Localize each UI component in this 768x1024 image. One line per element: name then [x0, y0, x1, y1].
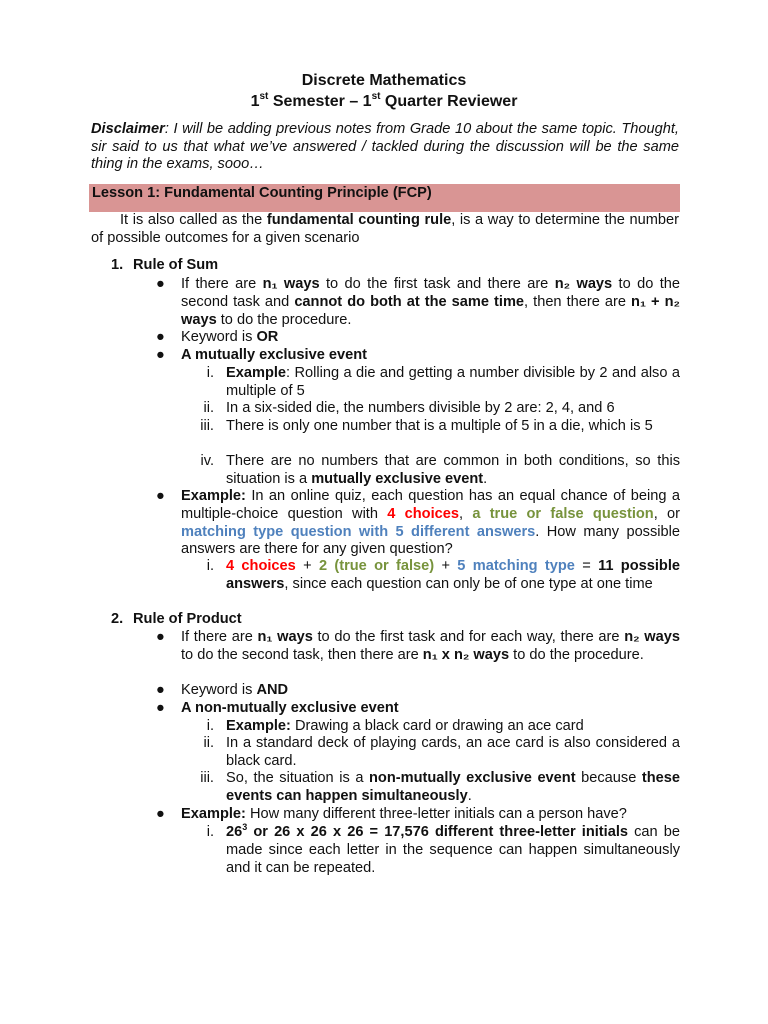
- text-run: fundamental counting rule: [266, 212, 452, 228]
- text-run: to do the first task and there are: [319, 276, 555, 292]
- text-run: Example:: [181, 806, 246, 822]
- text-run: .: [483, 470, 488, 487]
- list-item-text: In a standard deck of playing cards, an ace card is also considered a black card.: [226, 735, 680, 769]
- text-run: +: [434, 558, 458, 574]
- text-run: , or: [653, 505, 681, 522]
- text-run: If there are: [181, 276, 263, 292]
- list-number: ii.: [203, 400, 214, 416]
- text-run: 3: [242, 822, 248, 833]
- text-run: cannot do both at the same time: [294, 293, 525, 310]
- text-run: In an online quiz, each question has an equal chance of being a multiple-choice question with: [181, 488, 680, 522]
- text-run: n₁ ways: [257, 629, 313, 645]
- text-run: . How many possible answers are there for any given question?: [181, 523, 680, 558]
- list-number: i.: [206, 365, 214, 381]
- text-run: n₁ ways: [262, 276, 320, 292]
- text-run: to do the second task and: [181, 276, 680, 310]
- list-item-text: [226, 770, 680, 806]
- text-run: 11 possible answers: [226, 558, 681, 592]
- text-run: It is also called as the: [120, 212, 267, 228]
- text-run: Drawing a black card or drawing an ace card: [290, 718, 584, 734]
- list-item-text: There is only one number that is a multiple of 5 in a die, which is 5: [226, 418, 653, 434]
- list-item-text: [181, 806, 680, 824]
- text-run: a true or false question: [472, 505, 654, 522]
- text-run: 5 matching type: [457, 558, 575, 574]
- list-item-text: [181, 329, 680, 347]
- text-run: to do the second task, then there are: [181, 646, 423, 663]
- text-run: AND: [256, 682, 289, 698]
- bullet-icon: ●: [156, 347, 165, 363]
- text-run: can be made since each letter in the sequence can happen simultaneously and it can be repeated.: [226, 824, 681, 876]
- bullet-icon: ●: [156, 700, 165, 716]
- text-run: n₂ ways: [554, 276, 613, 292]
- list-number: iii.: [200, 770, 214, 786]
- text-run: Example: [226, 365, 287, 381]
- text-run: 4 choices: [387, 505, 459, 522]
- section-number: 2.: [111, 611, 124, 627]
- subtitle-sup: st: [259, 90, 269, 102]
- text-run: mutually exclusive event: [311, 470, 484, 487]
- text-run: ,: [458, 505, 473, 522]
- section-number: 1.: [111, 257, 124, 273]
- intro-paragraph: [91, 212, 679, 248]
- text-run: n₂ ways: [624, 629, 680, 645]
- text-run: to do the procedure.: [509, 646, 644, 663]
- lesson-heading: Lesson 1: Fundamental Counting Principle (FCP): [89, 184, 680, 212]
- text-run: to do the procedure.: [216, 311, 352, 328]
- list-item-text: [226, 558, 680, 594]
- section-title: Rule of Product: [133, 611, 242, 627]
- subtitle-part: 1: [250, 93, 260, 110]
- text-run: because: [575, 770, 642, 786]
- text-run: How many different three-letter initials can a person have?: [245, 806, 627, 822]
- bullet-icon: ●: [156, 682, 165, 698]
- list-item-text: [226, 453, 680, 489]
- list-item-text: [226, 718, 680, 736]
- text-run: 26: [226, 824, 243, 840]
- list-item-text: In a six-sided die, the numbers divisible by 2 are: 2, 4, and 6: [226, 400, 615, 416]
- list-item-text: [226, 365, 680, 401]
- text-run: matching type question with 5 different answers: [181, 523, 536, 540]
- list-item-text: [181, 276, 680, 329]
- list-number: i.: [206, 824, 214, 840]
- text-run: non-mutually exclusive event: [369, 770, 576, 786]
- list-item-text: [181, 488, 680, 559]
- text-run: There are no numbers that are common in both conditions, so this situation is a: [226, 453, 680, 487]
- text-run: .: [467, 787, 472, 804]
- bullet-icon: ●: [156, 806, 165, 822]
- text-run: n₁ + n₂ ways: [181, 293, 681, 328]
- section-heading-rule-of-product: [111, 611, 242, 629]
- text-run: : Rolling a die and getting a number divisible by 2 and also a multiple of 5: [226, 365, 680, 399]
- disclaimer-label: Disclaimer: [91, 121, 165, 137]
- text-run: , then there are: [524, 293, 632, 310]
- subtitle-sup: st: [371, 90, 381, 102]
- text-run: Keyword is: [181, 682, 257, 698]
- text-run: to do the first task and for each way, there are: [312, 629, 625, 645]
- text-run: If there are: [181, 629, 258, 645]
- text-run: Example:: [226, 718, 291, 734]
- list-number: iv.: [200, 453, 214, 469]
- text-run: 4 choices: [226, 558, 296, 574]
- bullet-icon: ●: [156, 329, 165, 345]
- text-run: n₁ x n₂ ways: [422, 646, 510, 663]
- text-run: these events can happen simultaneously: [226, 770, 680, 804]
- page-subtitle: [0, 92, 768, 112]
- list-number: i.: [206, 718, 214, 734]
- text-run: or 26 x 26 x 26 = 17,576 different three-letter initials: [247, 824, 629, 840]
- list-item-text: [181, 682, 680, 700]
- bullet-icon: ●: [156, 488, 165, 504]
- text-run: 2 (true or false): [318, 558, 435, 574]
- list-item-text: A mutually exclusive event: [181, 347, 368, 363]
- bullet-icon: ●: [156, 276, 165, 292]
- section-title: Rule of Sum: [133, 257, 219, 273]
- text-run: +: [295, 558, 319, 574]
- text-run: Example:: [181, 488, 246, 504]
- text-run: So, the situation is a: [226, 770, 369, 786]
- list-number: iii.: [200, 418, 214, 434]
- list-item-text: [181, 629, 680, 665]
- text-run: Keyword is: [181, 329, 257, 345]
- list-number: ii.: [203, 735, 214, 751]
- disclaimer-text: : I will be adding previous notes from Grade 10 about the same topic. Thought, sir said to us that what we’ve answered / tackled during the discussion will be the same thing in the exams, sooo…: [91, 121, 679, 173]
- page-title: Discrete Mathematics: [301, 72, 467, 89]
- subtitle-part: Semester – 1: [268, 93, 372, 110]
- list-item-text: A non-mutually exclusive event: [181, 700, 399, 716]
- list-item-text: [226, 824, 680, 877]
- text-run: , is a way to determine the number of possible outcomes for a given scenario: [91, 212, 679, 246]
- section-heading-rule-of-sum: [111, 257, 218, 275]
- bullet-icon: ●: [156, 629, 165, 645]
- text-run: , since each question can only be of one type at one time: [284, 575, 653, 592]
- disclaimer: [91, 121, 679, 174]
- list-number: i.: [206, 558, 214, 574]
- subtitle-part: Quarter Reviewer: [380, 93, 518, 110]
- text-run: =: [574, 558, 599, 574]
- text-run: OR: [256, 329, 279, 345]
